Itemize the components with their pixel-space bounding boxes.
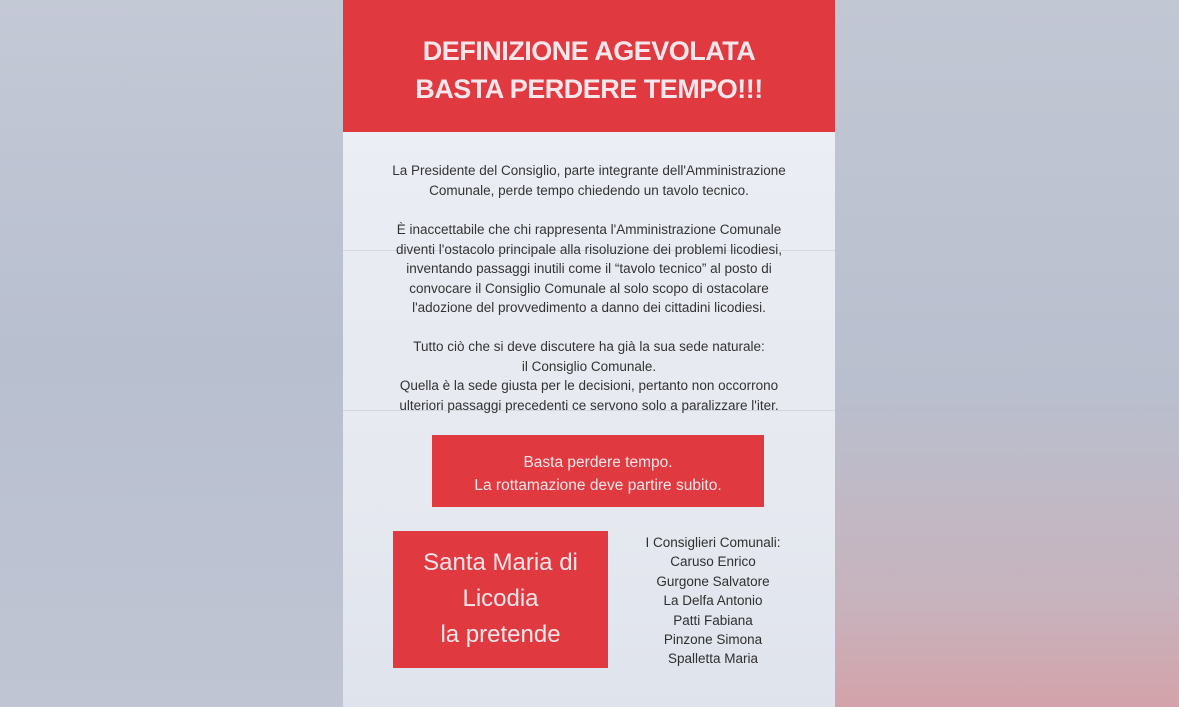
- paragraph-conclusion: [363, 337, 815, 415]
- paragraph-line: convocare il Consiglio Comunale al solo scopo di ostacolare: [409, 280, 769, 296]
- call-to-action-box: [432, 435, 764, 507]
- paragraph-line: La Presidente del Consiglio, parte integrante dell'Amministrazione: [392, 163, 786, 178]
- town-line-1: Santa Maria di: [423, 549, 578, 576]
- signatory-name: Gurgone Salvatore: [656, 573, 770, 589]
- signatory-name: La Delfa Antonio: [663, 593, 763, 609]
- signatory-name: Pinzone Simona: [663, 632, 763, 648]
- paragraph-line: l'adozione del provvedimento a danno dei cittadini licodiesi.: [412, 300, 766, 315]
- paragraph-body: [363, 220, 815, 318]
- paragraph-line: È inaccettabile che chi rappresenta l'Amministrazione Comunale: [396, 222, 782, 237]
- signatory-name: Spalletta Maria: [667, 651, 759, 667]
- paragraph-line: Quella è la sede giusta per le decisioni, pertanto non occorrono: [399, 378, 779, 393]
- paragraph-line: Comunale, perde tempo chiedendo un tavolo tecnico.: [429, 182, 749, 198]
- paragraph-line: Tutto ciò che si deve discutere ha già la sua sede naturale:: [413, 339, 765, 354]
- paragraph-line: diventi l'ostacolo principale alla risoluzione dei problemi licodiesi,: [395, 241, 783, 257]
- headline-line-2: BASTA PERDERE TEMPO!!!: [415, 74, 763, 104]
- signatories: [618, 533, 808, 669]
- paragraph-intro: [363, 161, 815, 200]
- town-box: [393, 531, 608, 668]
- headline-line-1: DEFINIZIONE AGEVOLATA: [422, 36, 756, 66]
- paragraph-line: inventando passaggi inutili come il “tavolo tecnico” al posto di: [406, 261, 772, 276]
- signatory-name: Caruso Enrico: [670, 554, 756, 570]
- poster-header: [343, 0, 835, 132]
- signatories-title: I Consiglieri Comunali:: [645, 535, 781, 550]
- cta-line-1: Basta perdere tempo.: [523, 454, 673, 471]
- signatory-name: Patti Fabiana: [673, 612, 753, 628]
- poster: [343, 0, 835, 707]
- cta-line-2: La rottamazione deve partire subito.: [474, 477, 722, 494]
- background-right: [835, 0, 1179, 707]
- town-line-3: la pretende: [440, 621, 561, 648]
- town-line-2: Licodia: [462, 585, 539, 612]
- paragraph-line: il Consiglio Comunale.: [521, 358, 657, 374]
- background-left: [0, 0, 343, 707]
- paragraph-line: ulteriori passaggi precedenti ce servono solo a paralizzare l'iter.: [399, 397, 779, 413]
